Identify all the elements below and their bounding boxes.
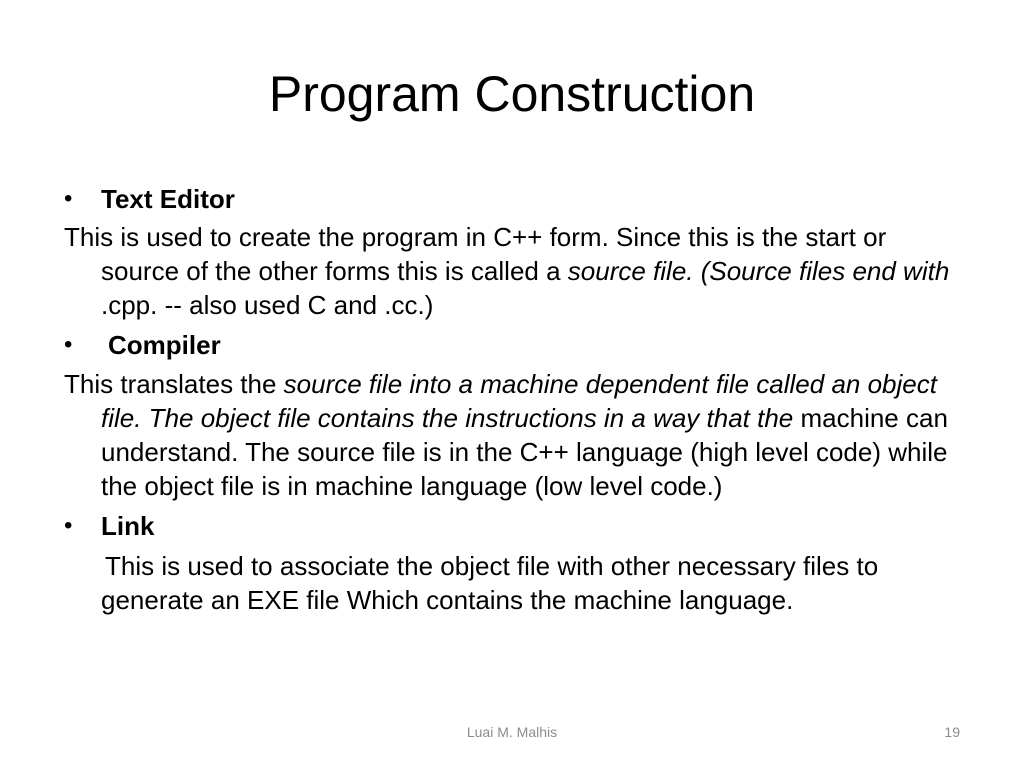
footer-page-number: 19 <box>944 724 960 740</box>
paragraph-text-editor <box>64 220 964 322</box>
bullet-link <box>64 509 964 543</box>
bullet-compiler <box>64 328 964 362</box>
heading-text-editor: Text Editor <box>101 184 235 214</box>
paragraph-compiler <box>64 367 964 503</box>
bullet-icon: • <box>64 512 73 539</box>
paragraph-text: .cpp. -- also used C and .cc.) <box>101 290 434 320</box>
paragraph-text: This is used to create the program in C++ form. Since this is the start or source of the other forms this is called a <box>64 222 887 286</box>
paragraph-text: This is used to associate the object file with other necessary files to generate an EXE file Which contains the machine language. <box>101 551 879 615</box>
heading-link: Link <box>101 511 155 541</box>
paragraph-text: machine can understand. The source file is in the C++ language (high level code) while the object file is in machine language (low level code.) <box>101 403 948 501</box>
slide-title: Program Construction <box>268 66 756 122</box>
bullet-icon: • <box>64 185 73 212</box>
paragraph-italic-text: source file. (Source files end with <box>567 256 950 286</box>
paragraph-italic-text: source file into a machine dependent file called an object file. The object file contains the instructions in a way that the <box>101 369 937 433</box>
bullet-icon: • <box>64 331 73 358</box>
bullet-text-editor <box>64 182 964 216</box>
paragraph-text: This translates the <box>64 369 284 399</box>
heading-compiler: Compiler <box>108 330 221 360</box>
paragraph-link <box>64 549 964 617</box>
footer-author: Luai M. Malhis <box>466 724 558 740</box>
slide-content <box>64 182 964 617</box>
